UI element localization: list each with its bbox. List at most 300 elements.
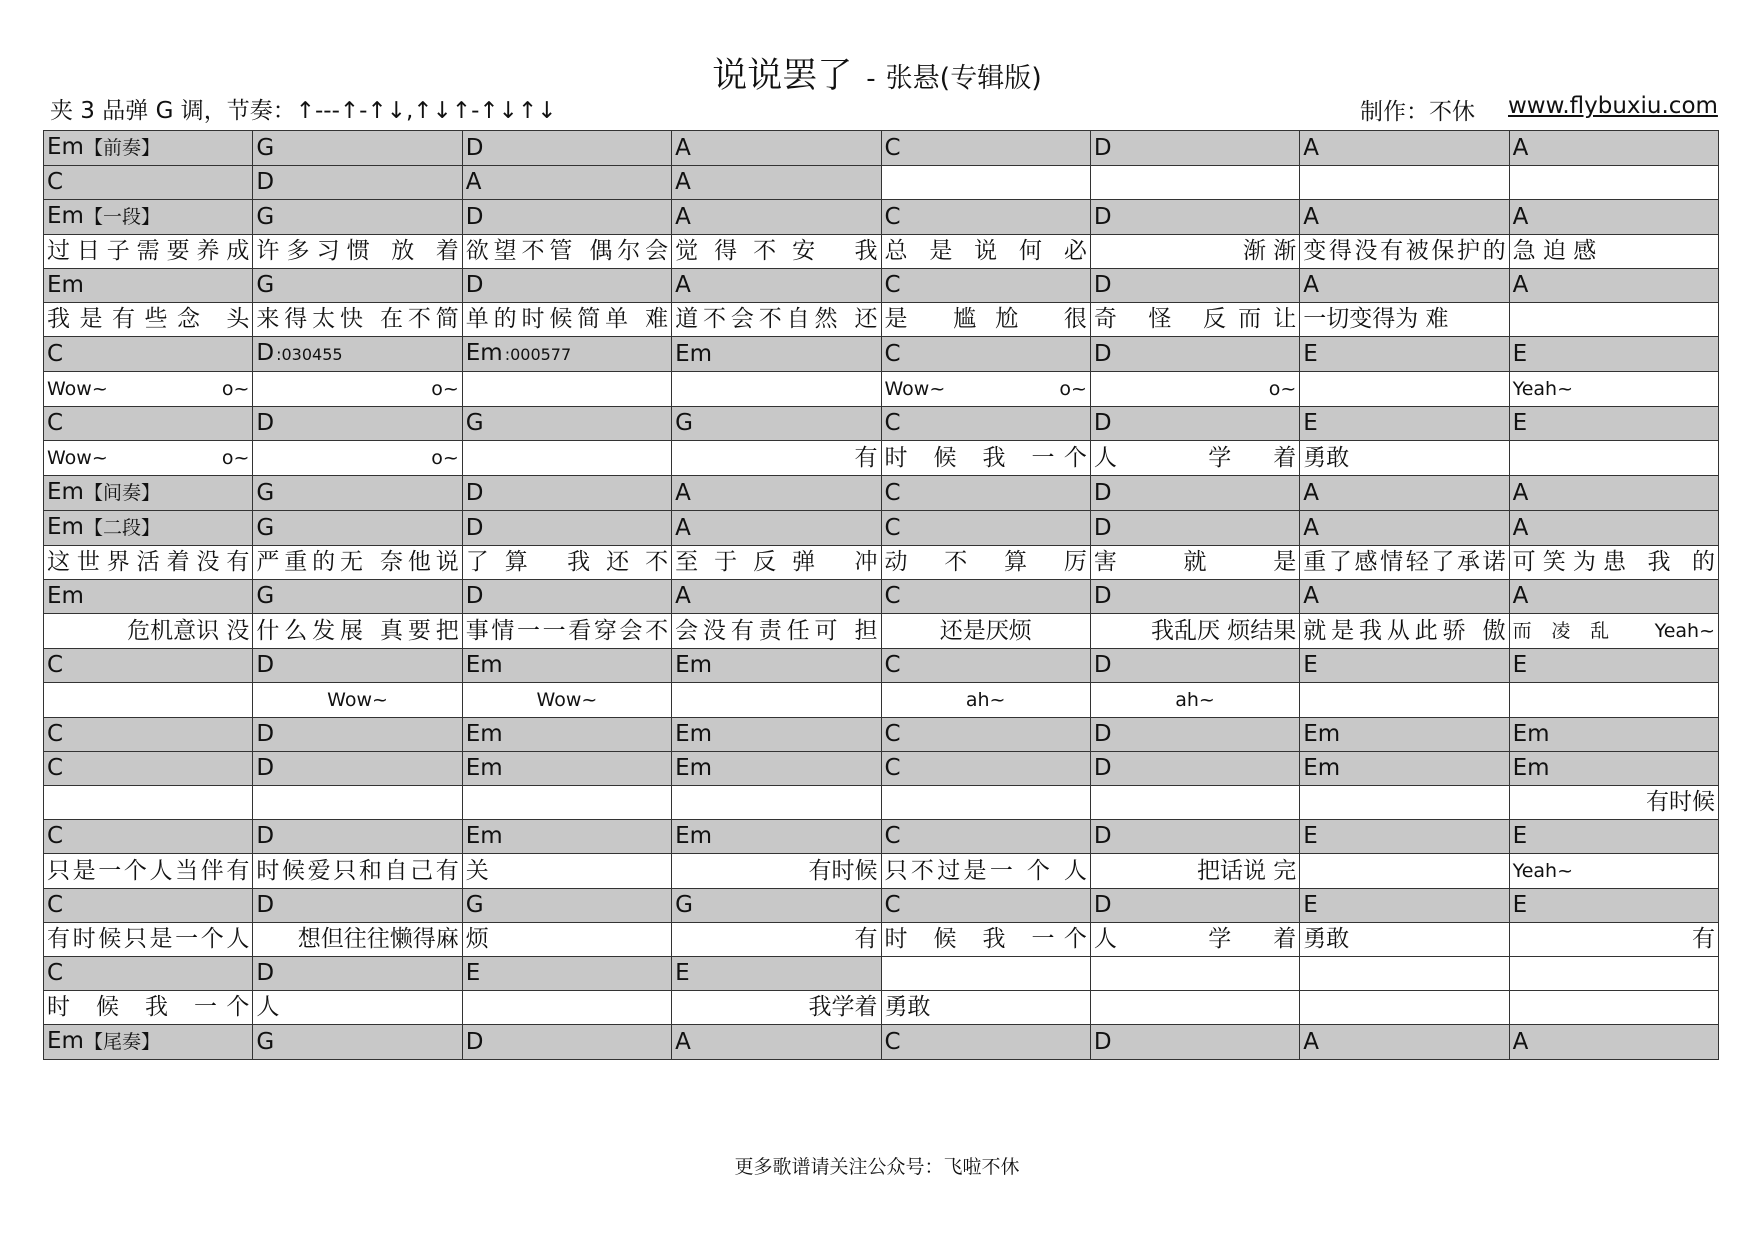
chord-name: A (675, 134, 691, 161)
lyric-cell (462, 683, 671, 718)
chord-cell (1300, 407, 1509, 441)
lyric-cell (462, 923, 671, 957)
chord-name: D (256, 892, 275, 918)
lyric-cell (253, 923, 462, 957)
chord-name: A (675, 514, 691, 541)
lyric-row (44, 923, 1719, 957)
lyric-cell (881, 923, 1090, 957)
chord-name: Em (675, 721, 713, 747)
chord-cell (462, 1025, 671, 1060)
chord-name: C (884, 340, 901, 367)
lyric-text: 我学着 (808, 994, 878, 1020)
chord-cell (672, 889, 881, 923)
chord-name: C (884, 583, 901, 609)
lyric-cell (1300, 683, 1509, 718)
chord-cell (253, 752, 462, 786)
lyric-cell (44, 546, 253, 580)
chord-name: Em (465, 755, 503, 781)
lyric-cell (1509, 683, 1718, 718)
chord-name: E (465, 960, 481, 986)
chord-name: G (256, 272, 275, 298)
lyric-text: 欲望不管 偶尔会 (465, 238, 669, 264)
lyric-text: 想但往往懒得麻 (297, 926, 459, 952)
chord-name: D (1093, 755, 1112, 781)
chord-cell (462, 131, 671, 166)
chord-row (44, 957, 1719, 991)
chord-name: A (1303, 479, 1319, 506)
lyric-text: 道不会不自然 还 (675, 306, 878, 332)
chord-row (44, 131, 1719, 166)
chord-name: C (884, 652, 901, 678)
lyric-cell (44, 372, 253, 407)
lyric-cell (1509, 786, 1718, 820)
chord-cell (44, 131, 253, 166)
chord-name: E (675, 960, 690, 986)
chord-sheet (43, 130, 1719, 1060)
chord-cell (1300, 752, 1509, 786)
chord-name: C (884, 514, 901, 541)
chord-row (44, 166, 1719, 200)
chord-cell (1300, 957, 1509, 991)
chord-name: Em (675, 823, 713, 849)
lyric-cell (1090, 854, 1299, 889)
chord-name: A (1512, 272, 1529, 298)
lyric-cell (881, 235, 1090, 269)
chord-cell (44, 649, 253, 683)
lyric-cell (1300, 235, 1509, 269)
chord-cell (44, 200, 253, 235)
title-separator: - (866, 64, 876, 94)
chord-cell (1300, 649, 1509, 683)
chord-name: Em (465, 652, 503, 678)
chord-name: Em (47, 134, 84, 160)
chord-name: Em (465, 721, 503, 747)
chord-cell (462, 337, 671, 372)
chord-cell (1509, 649, 1718, 683)
lyric-text: 会没有责任可 担 (675, 617, 878, 644)
chord-name: D (465, 514, 484, 541)
lyric-cell (462, 546, 671, 580)
capo-rhythm-info: 夹 3 品弹 G 调，节奏：↑---↑-↑↓,↑↓↑-↑↓↑↓ (50, 98, 557, 124)
chord-row (44, 718, 1719, 752)
lyric-text: 重了感情轻了承诺 (1303, 549, 1506, 575)
chord-name: D (1093, 583, 1112, 609)
chord-name: D (1093, 203, 1112, 230)
chord-cell (462, 269, 671, 303)
chord-name: E (1512, 823, 1528, 849)
chord-name: D (256, 721, 275, 747)
chord-cell (253, 200, 462, 235)
chord-name: D (1093, 892, 1112, 918)
chord-name: D (1093, 272, 1112, 298)
chord-row (44, 337, 1719, 372)
lyric-text: Wow~ (327, 689, 388, 711)
lyric-cell (1509, 235, 1718, 269)
lyric-cell (253, 372, 462, 407)
chord-cell (462, 580, 671, 614)
chord-cell (881, 957, 1090, 991)
chord-cell (253, 131, 462, 166)
lyric-text: Wow~ o~ (884, 378, 1087, 400)
lyric-text: Yeah~ (1512, 860, 1574, 882)
lyric-cell (881, 441, 1090, 476)
chord-name: D (1093, 1028, 1112, 1055)
chord-cell (1509, 820, 1718, 854)
chord-cell (672, 166, 881, 200)
lyric-cell (672, 372, 881, 407)
lyric-cell (1509, 854, 1718, 889)
chord-cell (1090, 957, 1299, 991)
chord-cell (1300, 889, 1509, 923)
lyric-text: 过日子需要养成 (47, 238, 250, 264)
chord-cell (462, 476, 671, 511)
chord-name: D (465, 272, 484, 298)
chord-name: D (1093, 134, 1112, 161)
chord-name: D (256, 169, 275, 195)
chord-name: A (465, 169, 482, 195)
lyric-text: 害 就 是 (1093, 549, 1297, 575)
chord-cell (1509, 337, 1718, 372)
lyric-cell (253, 441, 462, 476)
chord-cell (1090, 407, 1299, 441)
lyric-cell (1509, 441, 1718, 476)
chord-cell (672, 957, 881, 991)
chord-cell (672, 131, 881, 166)
lyric-text: 了算 我还不 (465, 549, 669, 575)
chord-cell (253, 1025, 462, 1060)
chord-name: A (675, 203, 691, 230)
lyric-cell (1509, 991, 1718, 1025)
chord-name: Em (1512, 755, 1550, 781)
chord-name: A (675, 272, 691, 298)
lyric-cell (44, 303, 253, 337)
lyric-cell (1090, 683, 1299, 718)
section-label: 【尾奏】 (83, 1031, 160, 1053)
chord-cell (1300, 511, 1509, 546)
chord-cell (44, 337, 253, 372)
chord-cell (1090, 511, 1299, 546)
lyric-text: 时 候 我 一个 (884, 926, 1087, 952)
chord-name: G (465, 892, 484, 918)
lyric-cell (462, 303, 671, 337)
chord-name: C (47, 169, 64, 195)
lyric-text: 只不过是一 个 人 (884, 857, 1087, 884)
chord-cell (44, 957, 253, 991)
website-link[interactable]: www.flybuxiu.com (1508, 93, 1718, 119)
chord-name: Em (47, 203, 84, 229)
chord-cell (881, 476, 1090, 511)
lyric-text: 动 不 算 厉 (884, 549, 1087, 575)
chord-cell (1509, 580, 1718, 614)
chord-cell (1509, 1025, 1718, 1060)
lyric-cell (672, 235, 881, 269)
chord-name: Em (47, 514, 84, 540)
chord-cell (44, 718, 253, 752)
chord-cell (253, 476, 462, 511)
lyric-text: 勇敢 (884, 994, 931, 1020)
lyric-text: 许多习惯 放 着 (256, 238, 459, 264)
lyric-text: 什么发展 真要把 (256, 617, 459, 644)
chord-cell (1300, 718, 1509, 752)
chord-cell (462, 407, 671, 441)
chord-cell (44, 1025, 253, 1060)
chord-row (44, 269, 1719, 303)
lyric-cell (253, 546, 462, 580)
lyric-text: 总 是 说 何 必 (884, 238, 1087, 264)
chord-name: Em (675, 340, 713, 367)
chord-cell (672, 580, 881, 614)
chord-cell (253, 718, 462, 752)
chord-name: A (1303, 272, 1319, 298)
lyric-text: 渐 渐 (1242, 238, 1297, 264)
lyric-text: 时 候 我 一个 (884, 444, 1087, 471)
song-artist: 张悬(专辑版) (885, 63, 1042, 94)
chord-cell (44, 889, 253, 923)
lyric-text: Yeah~ (1512, 378, 1574, 400)
lyric-text: 严重的无 奈他说 (256, 549, 459, 575)
chord-cell (672, 337, 881, 372)
lyric-cell (672, 923, 881, 957)
chord-row (44, 580, 1719, 614)
lyric-text: 我是有些念 头 (47, 306, 250, 332)
chord-name: D (256, 823, 275, 849)
chord-cell (1090, 889, 1299, 923)
lyric-cell (253, 303, 462, 337)
lyric-row (44, 303, 1719, 337)
chord-cell (881, 269, 1090, 303)
chord-name: C (884, 892, 901, 918)
chord-name: D (1093, 721, 1112, 747)
song-title-line (0, 48, 1754, 98)
chord-cell (881, 131, 1090, 166)
chord-cell (253, 269, 462, 303)
lyric-cell (44, 614, 253, 649)
chord-cell (462, 957, 671, 991)
chord-cell (1300, 200, 1509, 235)
lyric-text: 来得太快 在不简 (256, 306, 459, 332)
chord-cell (253, 337, 462, 372)
chord-name: Em (47, 479, 84, 505)
chord-name: A (1512, 203, 1529, 230)
lyric-cell (462, 441, 671, 476)
chord-cell (462, 820, 671, 854)
chord-cell (253, 580, 462, 614)
chord-name: G (256, 203, 275, 230)
chord-name: A (675, 479, 691, 506)
chord-cell (1509, 131, 1718, 166)
lyric-text: 奇 怪 反而让 (1093, 306, 1297, 332)
chord-name: G (256, 1028, 275, 1055)
lyric-text: 烦 (465, 926, 489, 952)
lyric-cell (1509, 303, 1718, 337)
lyric-text: 就是我从此骄 傲 (1303, 617, 1506, 644)
chord-name: D (1093, 514, 1112, 541)
chord-row (44, 752, 1719, 786)
chord-cell (881, 1025, 1090, 1060)
chord-cell (1090, 337, 1299, 372)
chord-name: D (465, 203, 484, 230)
chord-name: A (1512, 1028, 1529, 1055)
lyric-cell (1090, 923, 1299, 957)
lyric-text: 关 (465, 857, 489, 884)
lyric-cell (1090, 991, 1299, 1025)
lyric-cell (1509, 372, 1718, 407)
chord-name: E (1303, 340, 1318, 367)
chord-name: C (47, 823, 64, 849)
lyric-text: 可笑为患 我 的 (1512, 549, 1715, 575)
chord-name: Em (1512, 721, 1550, 747)
lyric-text: Wow~ o~ (47, 378, 250, 400)
chord-cell (462, 718, 671, 752)
lyric-cell (44, 235, 253, 269)
chord-name: C (47, 652, 64, 678)
chord-row (44, 476, 1719, 511)
chord-cell (44, 580, 253, 614)
lyric-text: 有 (854, 444, 878, 471)
chord-cell (1300, 580, 1509, 614)
chord-cell (1509, 511, 1718, 546)
lyric-text: 时 候 我 一个 (47, 994, 250, 1020)
chord-name: Em (47, 272, 84, 298)
chord-cell (253, 649, 462, 683)
lyric-cell (1300, 303, 1509, 337)
lyric-cell (881, 614, 1090, 649)
chord-name: A (1303, 583, 1319, 609)
lyric-cell (1509, 546, 1718, 580)
chord-cell (1509, 269, 1718, 303)
lyric-text: 把话说 完 (1196, 857, 1297, 884)
chord-cell (881, 580, 1090, 614)
lyric-text: 只是一个人当伴有 (47, 857, 250, 884)
chord-fingering: :030455 (276, 345, 343, 364)
chord-cell (1300, 820, 1509, 854)
lyric-text: 一切变得为 难 (1303, 306, 1449, 332)
chord-cell (253, 957, 462, 991)
lyric-text: 人 (256, 994, 280, 1020)
chord-name: E (1512, 892, 1528, 918)
chord-cell (44, 166, 253, 200)
lyric-cell (881, 991, 1090, 1025)
lyric-cell (672, 991, 881, 1025)
chord-cell (672, 752, 881, 786)
chord-name: C (884, 272, 901, 298)
chord-name: E (1303, 652, 1318, 678)
lyric-cell (253, 683, 462, 718)
lyric-cell (1509, 614, 1718, 649)
chord-name: C (884, 203, 901, 230)
lyric-cell (1509, 923, 1718, 957)
chord-name: Em (1303, 755, 1341, 781)
section-label: 【一段】 (83, 206, 160, 228)
chord-name: D (1093, 340, 1112, 367)
lyric-cell (1090, 303, 1299, 337)
lyric-cell (881, 372, 1090, 407)
chord-row (44, 1025, 1719, 1060)
chord-cell (1509, 166, 1718, 200)
lyric-cell (44, 923, 253, 957)
lyric-cell (1300, 614, 1509, 649)
chord-cell (1300, 1025, 1509, 1060)
chord-cell (1090, 131, 1299, 166)
lyric-cell (1300, 441, 1509, 476)
chord-name: G (675, 410, 693, 436)
chord-cell (881, 337, 1090, 372)
lyric-cell (1300, 546, 1509, 580)
lyric-text: ah~ (1175, 689, 1215, 711)
chord-name: D (1093, 410, 1112, 436)
chord-name: Em (1303, 721, 1341, 747)
chord-cell (462, 649, 671, 683)
lyric-row (44, 441, 1719, 476)
chord-name: D (465, 479, 484, 506)
chord-name: C (884, 1028, 901, 1055)
lyric-text: 急 迫 感 (1512, 238, 1597, 264)
chord-name: A (1303, 1028, 1319, 1055)
chord-cell (672, 200, 881, 235)
chord-name: D (256, 340, 275, 366)
chord-name: C (47, 892, 64, 918)
chord-row (44, 200, 1719, 235)
chord-cell (672, 476, 881, 511)
lyric-text: 人 学着 (1093, 926, 1297, 952)
chord-name: E (1512, 340, 1528, 367)
lyric-cell (881, 303, 1090, 337)
lyric-text: 勇敢 (1303, 444, 1350, 471)
chord-name: C (884, 479, 901, 506)
chord-cell (1509, 957, 1718, 991)
chord-cell (44, 820, 253, 854)
chord-cell (881, 407, 1090, 441)
chord-name: A (675, 583, 691, 609)
lyric-cell (253, 235, 462, 269)
lyric-cell (672, 786, 881, 820)
chord-name: D (1093, 479, 1112, 506)
lyric-row (44, 546, 1719, 580)
lyric-cell (881, 546, 1090, 580)
chord-cell (44, 511, 253, 546)
chord-cell (672, 649, 881, 683)
lyric-text: 是 尴尬 很 (884, 306, 1087, 332)
chord-name: C (47, 721, 64, 747)
chord-cell (462, 752, 671, 786)
chord-fingering: :000577 (504, 345, 572, 364)
chord-name: E (1303, 410, 1318, 436)
chord-cell (1300, 269, 1509, 303)
chord-cell (881, 511, 1090, 546)
chord-name: A (1512, 583, 1529, 609)
lyric-text: 勇敢 (1303, 926, 1350, 952)
chord-name: E (1303, 823, 1318, 849)
lyric-row (44, 614, 1719, 649)
chord-name: A (675, 169, 691, 195)
chord-name: C (884, 755, 901, 781)
chord-name: C (47, 755, 64, 781)
lyric-cell (44, 991, 253, 1025)
lyric-text: 还是厌烦 (939, 617, 1032, 644)
chord-cell (1090, 580, 1299, 614)
chord-cell (881, 200, 1090, 235)
chord-cell (1090, 820, 1299, 854)
chord-name: Em (675, 755, 713, 781)
lyric-text: 有时候 (808, 857, 878, 884)
chord-name: G (256, 514, 275, 541)
chord-cell (462, 200, 671, 235)
chord-cell (1090, 752, 1299, 786)
lyric-cell (1090, 614, 1299, 649)
chord-name: G (256, 134, 275, 161)
lyric-cell (44, 441, 253, 476)
chord-cell (1090, 269, 1299, 303)
